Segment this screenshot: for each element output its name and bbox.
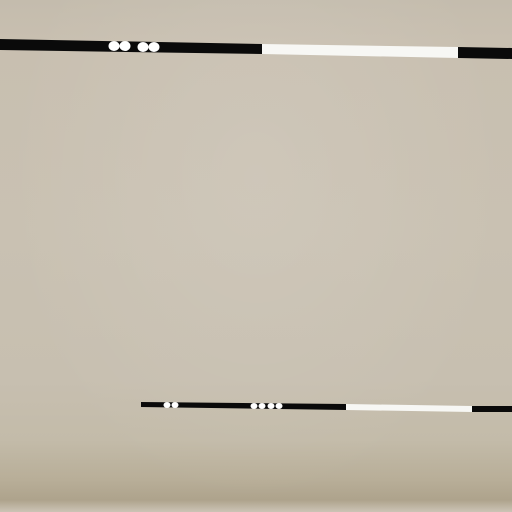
lower-bar-dot [268, 403, 275, 409]
upper-bar-dark-right [458, 47, 512, 59]
lower-bar-dot [164, 402, 171, 408]
upper-bar-dark-left [0, 39, 262, 54]
upper-bar [0, 39, 512, 59]
lower-bar-dark-right [472, 406, 512, 412]
lower-bar-dot [172, 402, 179, 408]
lower-bar-dot [259, 403, 266, 409]
upper-bar-dot [120, 41, 131, 51]
upper-bar-dot [109, 41, 120, 51]
upper-bar-dot [149, 42, 160, 52]
lower-bar-dot [276, 403, 283, 409]
lower-bar-dot [251, 403, 258, 409]
upper-bar-dot [138, 42, 149, 52]
lower-bar-light-segment [346, 404, 472, 412]
upper-bar-light-segment [262, 44, 458, 58]
lower-bar [141, 402, 512, 412]
